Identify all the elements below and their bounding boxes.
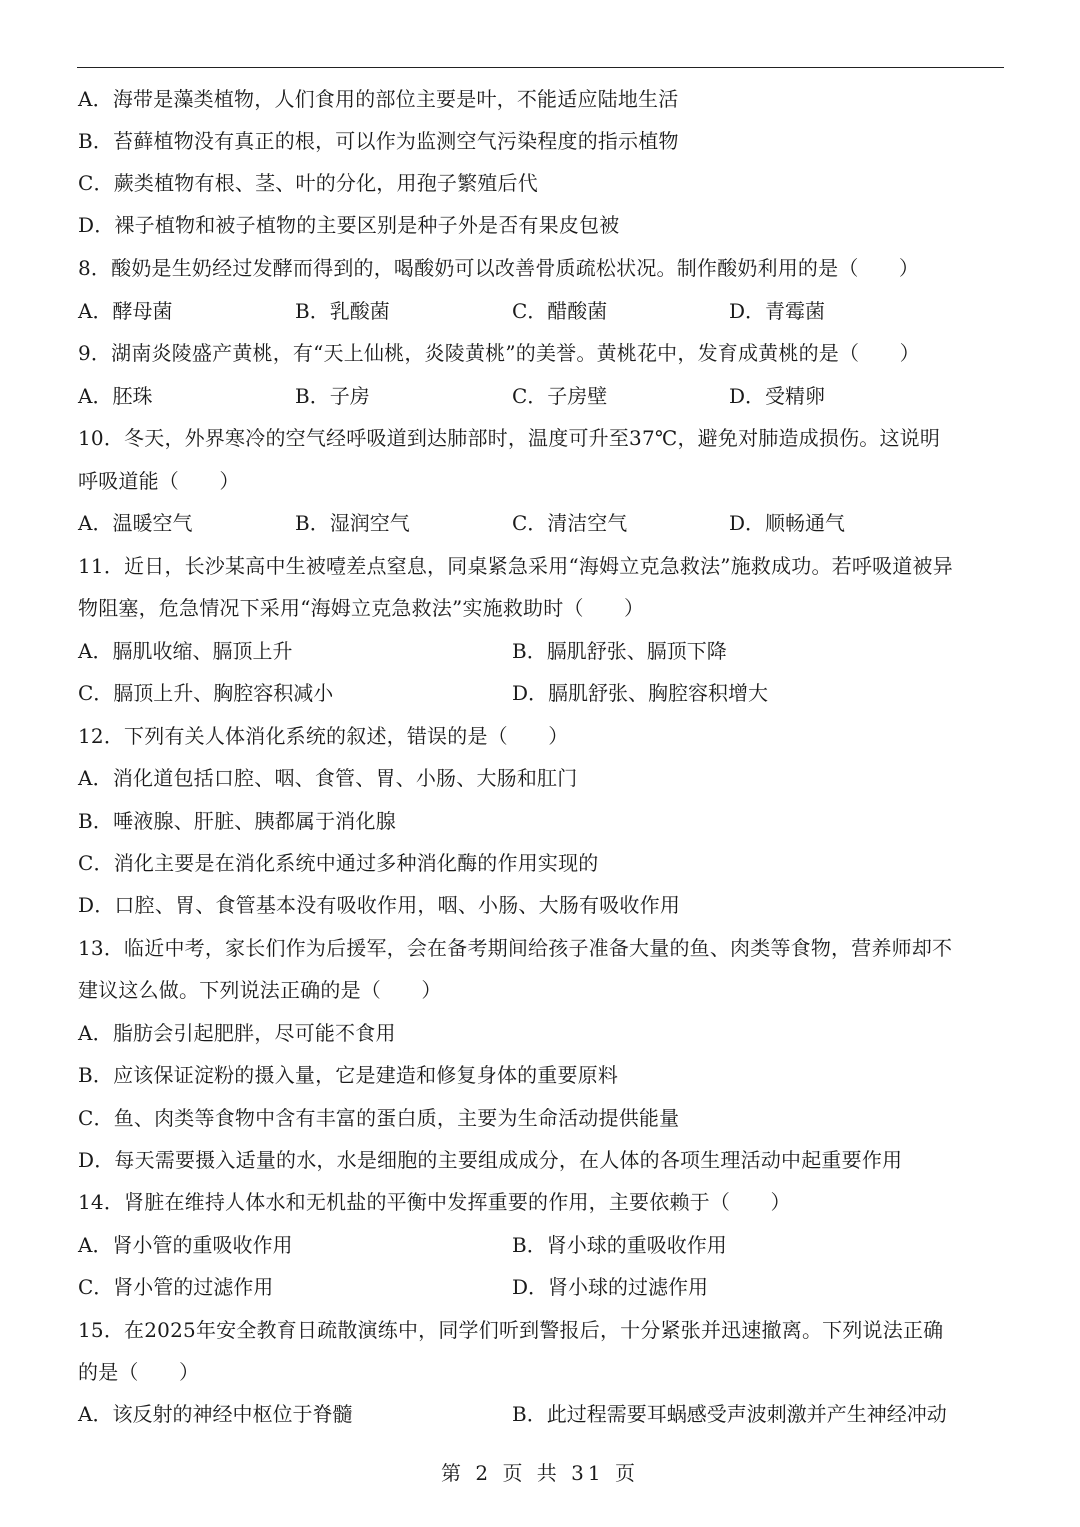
q8-option-d: D．青霉菌 bbox=[729, 299, 826, 323]
q15-stem-line1: 15．在2025年安全教育日疏散演练中，同学们听到警报后，十分紧张并迅速撤离。下列说法正确 bbox=[78, 1318, 944, 1342]
q15-option-b: B．此过程需要耳蜗感受声波刺激并产生神经冲动 bbox=[512, 1402, 947, 1426]
q9-option-a: A．胚珠 bbox=[78, 384, 153, 408]
q13-stem-line1: 13．临近中考，家长们作为后援军，会在备考期间给孩子准备大量的鱼、肉类等食物，营养师却不 bbox=[78, 936, 953, 960]
q12-option-a: A．消化道包括口腔、咽、食管、胃、小肠、大肠和肛门 bbox=[78, 766, 578, 790]
q8-option-b: B．乳酸菌 bbox=[295, 299, 390, 323]
q10-option-b: B．湿润空气 bbox=[295, 511, 410, 535]
q12-option-b: B．唾液腺、肝脏、胰都属于消化腺 bbox=[78, 809, 396, 833]
q9-option-c: C．子房壁 bbox=[512, 384, 608, 408]
q9-option-b: B．子房 bbox=[295, 384, 370, 408]
q9-stem: 9．湖南炎陵盛产黄桃，有“天上仙桃，炎陵黄桃”的美誉。黄桃花中，发育成黄桃的是（ ） bbox=[78, 341, 920, 365]
q11-stem-line2: 物阻塞，危急情况下采用“海姆立克急救法”实施救助时（ ） bbox=[78, 596, 645, 620]
q12-option-c: C．消化主要是在消化系统中通过多种消化酶的作用实现的 bbox=[78, 851, 599, 875]
q7-option-d: D．裸子植物和被子植物的主要区别是种子外是否有果皮包被 bbox=[78, 213, 620, 237]
q12-stem: 12．下列有关人体消化系统的叙述，错误的是（ ） bbox=[78, 724, 569, 748]
q14-option-b: B．肾小球的重吸收作用 bbox=[512, 1233, 727, 1257]
q11-option-d: D．膈肌舒张、胸腔容积增大 bbox=[512, 681, 769, 705]
q11-option-a: A．膈肌收缩、膈顶上升 bbox=[78, 639, 293, 663]
q8-option-c: C．醋酸菌 bbox=[512, 299, 608, 323]
q7-option-a: A．海带是藻类植物，人们食用的部位主要是叶，不能适应陆地生活 bbox=[78, 87, 679, 111]
page-footer: 第 2 页 共 31 页 bbox=[441, 1461, 639, 1485]
q7-option-b: B．苔藓植物没有真正的根，可以作为监测空气污染程度的指示植物 bbox=[78, 129, 679, 153]
q15-stem-line2: 的是（ ） bbox=[78, 1360, 200, 1384]
q10-option-a: A．温暖空气 bbox=[78, 511, 193, 535]
q13-option-a: A．脂肪会引起肥胖，尽可能不食用 bbox=[78, 1021, 396, 1045]
header-rule bbox=[77, 67, 1004, 68]
q13-option-b: B．应该保证淀粉的摄入量，它是建造和修复身体的重要原料 bbox=[78, 1063, 619, 1087]
q8-option-a: A．酵母菌 bbox=[78, 299, 173, 323]
q12-option-d: D．口腔、胃、食管基本没有吸收作用，咽、小肠、大肠有吸收作用 bbox=[78, 893, 681, 917]
q11-option-b: B．膈肌舒张、膈顶下降 bbox=[512, 639, 727, 663]
q10-stem-line1: 10．冬天，外界寒冷的空气经呼吸道到达肺部时，温度可升至37℃，避免对肺造成损伤。这说明 bbox=[78, 426, 941, 450]
q11-stem-line1: 11．近日，长沙某高中生被噎差点窒息，同桌紧急采用“海姆立克急救法”施救成功。若呼吸道被异 bbox=[78, 554, 953, 578]
q10-option-d: D．顺畅通气 bbox=[729, 511, 846, 535]
q9-option-d: D．受精卵 bbox=[729, 384, 826, 408]
q10-stem-line2: 呼吸道能（ ） bbox=[78, 469, 240, 493]
q8-stem: 8．酸奶是生奶经过发酵而得到的，喝酸奶可以改善骨质疏松状况。制作酸奶利用的是（ ） bbox=[78, 256, 920, 280]
q13-option-c: C．鱼、肉类等食物中含有丰富的蛋白质，主要为生命活动提供能量 bbox=[78, 1106, 680, 1130]
q10-option-c: C．清洁空气 bbox=[512, 511, 628, 535]
q14-stem: 14．肾脏在维持人体水和无机盐的平衡中发挥重要的作用，主要依赖于（ ） bbox=[78, 1190, 791, 1214]
q14-option-c: C．肾小管的过滤作用 bbox=[78, 1275, 274, 1299]
q13-stem-line2: 建议这么做。下列说法正确的是（ ） bbox=[78, 978, 442, 1002]
q14-option-d: D．肾小球的过滤作用 bbox=[512, 1275, 709, 1299]
q14-option-a: A．肾小管的重吸收作用 bbox=[78, 1233, 293, 1257]
q11-option-c: C．膈顶上升、胸腔容积减小 bbox=[78, 681, 334, 705]
q7-option-c: C．蕨类植物有根、茎、叶的分化，用孢子繁殖后代 bbox=[78, 171, 538, 195]
q15-option-a: A．该反射的神经中枢位于脊髓 bbox=[78, 1402, 353, 1426]
q13-option-d: D．每天需要摄入适量的水，水是细胞的主要组成成分，在人体的各项生理活动中起重要作用 bbox=[78, 1148, 903, 1172]
